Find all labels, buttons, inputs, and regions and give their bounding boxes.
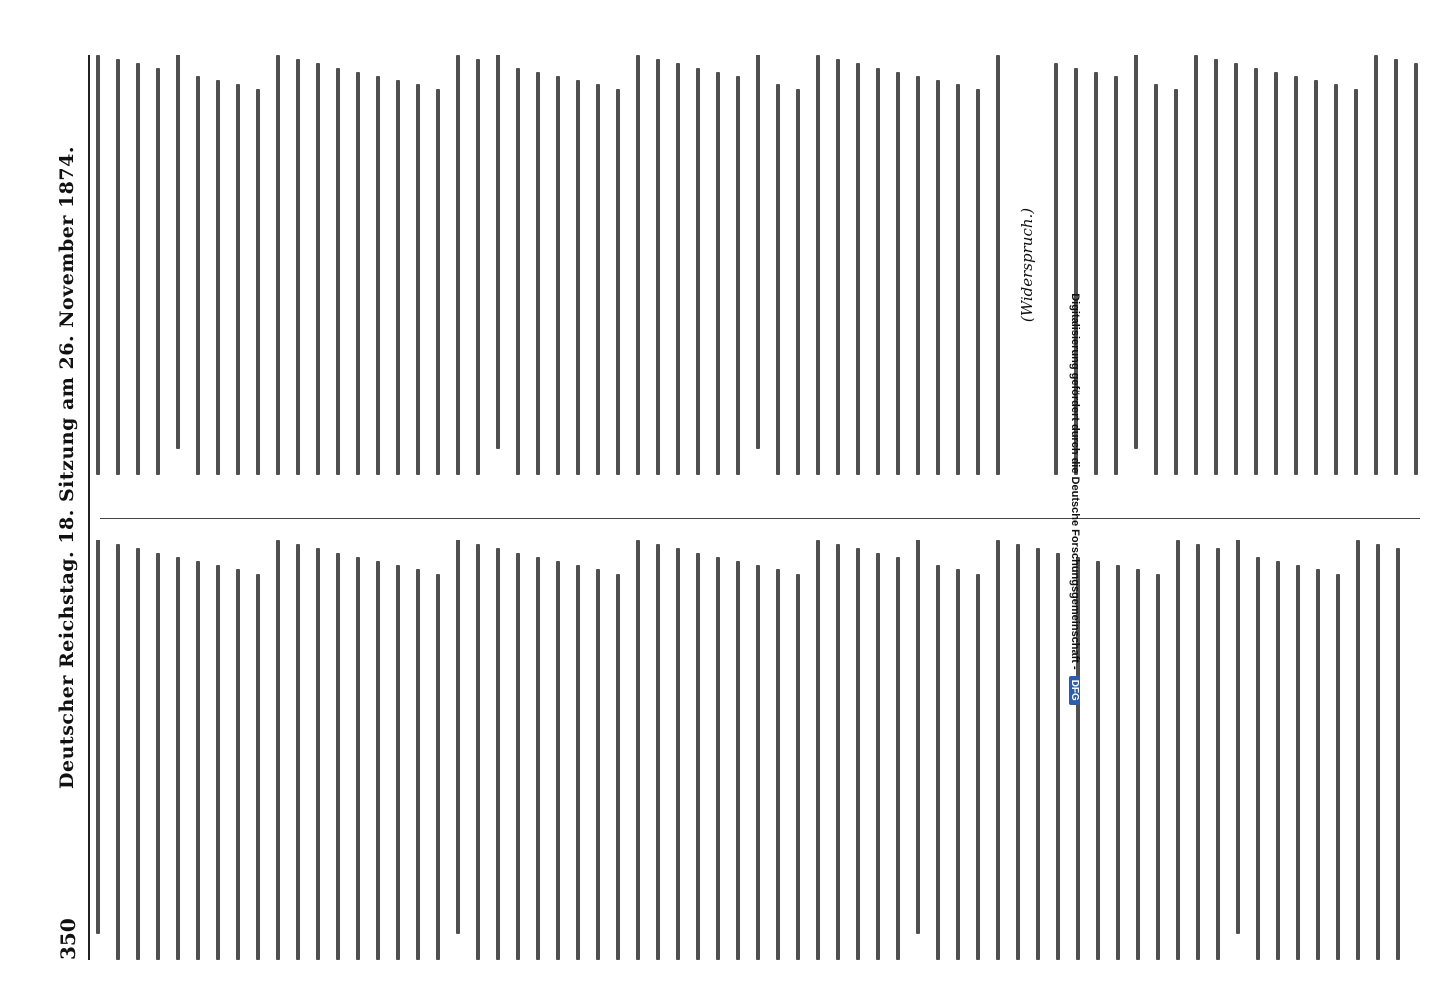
text-line xyxy=(896,557,900,960)
text-line xyxy=(476,59,480,475)
text-line xyxy=(196,561,200,960)
text-line xyxy=(636,55,640,475)
text-line xyxy=(496,548,500,960)
text-line xyxy=(1276,561,1280,960)
text-line xyxy=(1374,55,1378,475)
text-line xyxy=(96,540,100,934)
text-line xyxy=(1114,76,1118,475)
text-line xyxy=(696,553,700,960)
text-line xyxy=(1294,76,1298,475)
text-line xyxy=(1156,574,1160,960)
text-line xyxy=(1016,544,1020,960)
text-line xyxy=(656,59,660,475)
text-line xyxy=(296,59,300,475)
text-line xyxy=(476,544,480,960)
text-line xyxy=(536,557,540,960)
text-line xyxy=(136,548,140,960)
text-line xyxy=(976,574,980,960)
text-line xyxy=(876,553,880,960)
text-line xyxy=(576,565,580,960)
text-line xyxy=(1396,548,1400,960)
text-line xyxy=(776,84,780,475)
text-line xyxy=(156,553,160,960)
text-line xyxy=(1256,557,1260,960)
text-line xyxy=(616,89,620,475)
text-line xyxy=(1394,59,1398,475)
text-line xyxy=(876,68,880,475)
text-line xyxy=(516,553,520,960)
text-line xyxy=(1334,84,1338,475)
text-line xyxy=(556,561,560,960)
page-number: 350 xyxy=(56,918,80,960)
text-line xyxy=(296,544,300,960)
text-line xyxy=(1216,548,1220,960)
text-line xyxy=(916,76,920,475)
text-line xyxy=(1296,565,1300,960)
text-line xyxy=(376,561,380,960)
text-line xyxy=(436,574,440,960)
text-line xyxy=(596,84,600,475)
text-line xyxy=(856,63,860,475)
text-line xyxy=(1336,574,1340,960)
text-line xyxy=(116,59,120,475)
text-line xyxy=(1136,569,1140,960)
text-column-left xyxy=(96,540,1431,960)
text-line xyxy=(556,76,560,475)
text-line xyxy=(1354,89,1358,475)
text-line xyxy=(536,72,540,475)
text-line xyxy=(836,59,840,475)
text-line xyxy=(796,89,800,475)
text-line xyxy=(816,540,820,960)
text-line xyxy=(1174,89,1178,475)
text-line xyxy=(636,540,640,960)
text-line xyxy=(396,80,400,475)
text-line xyxy=(1116,565,1120,960)
text-line xyxy=(1316,569,1320,960)
text-line xyxy=(1314,80,1318,475)
running-head xyxy=(48,55,90,960)
text-line xyxy=(1056,553,1060,960)
text-line xyxy=(676,548,680,960)
digitization-credit xyxy=(1063,0,1081,999)
text-line xyxy=(1096,561,1100,960)
text-line xyxy=(836,544,840,960)
text-line xyxy=(1414,63,1418,475)
text-line xyxy=(256,574,260,960)
text-line xyxy=(276,540,280,960)
text-line xyxy=(756,565,760,960)
running-head-title: Deutscher Reichstag. 18. Sitzung am 26. November 1874. xyxy=(56,146,78,789)
text-line xyxy=(896,72,900,475)
text-line xyxy=(596,569,600,960)
text-line xyxy=(336,68,340,475)
text-line xyxy=(276,55,280,475)
text-line xyxy=(216,565,220,960)
text-line xyxy=(396,565,400,960)
text-line xyxy=(316,548,320,960)
text-line xyxy=(816,55,820,475)
text-line xyxy=(136,63,140,475)
text-line xyxy=(1234,63,1238,475)
text-line xyxy=(756,55,760,449)
text-line xyxy=(96,55,100,475)
text-line xyxy=(1154,84,1158,475)
text-line xyxy=(236,84,240,475)
text-line xyxy=(1196,544,1200,960)
text-line xyxy=(996,540,1000,960)
text-line xyxy=(1094,72,1098,475)
text-line xyxy=(716,72,720,475)
text-line xyxy=(216,80,220,475)
text-line xyxy=(936,80,940,475)
text-line xyxy=(956,84,960,475)
text-line xyxy=(1274,72,1278,475)
text-line xyxy=(516,68,520,475)
text-line xyxy=(1036,548,1040,960)
text-line xyxy=(176,55,180,449)
text-line xyxy=(976,89,980,475)
interjection-marker: (Widerspruch.) xyxy=(1018,207,1036,323)
column-divider xyxy=(100,518,1420,519)
text-line xyxy=(616,574,620,960)
text-line xyxy=(416,84,420,475)
text-column-right xyxy=(96,55,1431,475)
text-line xyxy=(376,76,380,475)
text-line xyxy=(1134,55,1138,449)
text-line xyxy=(356,72,360,475)
text-line xyxy=(796,574,800,960)
text-line xyxy=(1254,68,1258,475)
text-line xyxy=(456,55,460,475)
text-line xyxy=(1376,544,1380,960)
text-line xyxy=(196,76,200,475)
text-line xyxy=(956,569,960,960)
text-line xyxy=(336,553,340,960)
text-line xyxy=(316,63,320,475)
text-line xyxy=(936,565,940,960)
text-line xyxy=(1054,63,1058,475)
text-line xyxy=(696,68,700,475)
text-line xyxy=(256,89,260,475)
text-line xyxy=(1194,55,1198,475)
text-line xyxy=(1356,540,1360,960)
text-line xyxy=(656,544,660,960)
text-line xyxy=(236,569,240,960)
digitization-credit-text: Digitalisierung gefördert durch die Deutsche Forschungsgemeinschaft - xyxy=(1069,293,1081,670)
text-line xyxy=(1214,59,1218,475)
text-line xyxy=(436,89,440,475)
text-line xyxy=(736,76,740,475)
text-line xyxy=(996,55,1000,475)
dfg-logo: DFG xyxy=(1069,676,1080,705)
text-line xyxy=(116,544,120,960)
text-line xyxy=(416,569,420,960)
text-line xyxy=(576,80,580,475)
text-line xyxy=(176,557,180,960)
text-line xyxy=(496,55,500,449)
text-line xyxy=(736,561,740,960)
text-line xyxy=(1176,540,1180,960)
text-line xyxy=(716,557,720,960)
text-line xyxy=(456,540,460,934)
text-line xyxy=(1236,540,1240,934)
text-line xyxy=(916,540,920,934)
text-line xyxy=(856,548,860,960)
text-line xyxy=(156,68,160,475)
text-line xyxy=(776,569,780,960)
text-line xyxy=(356,557,360,960)
text-line xyxy=(676,63,680,475)
